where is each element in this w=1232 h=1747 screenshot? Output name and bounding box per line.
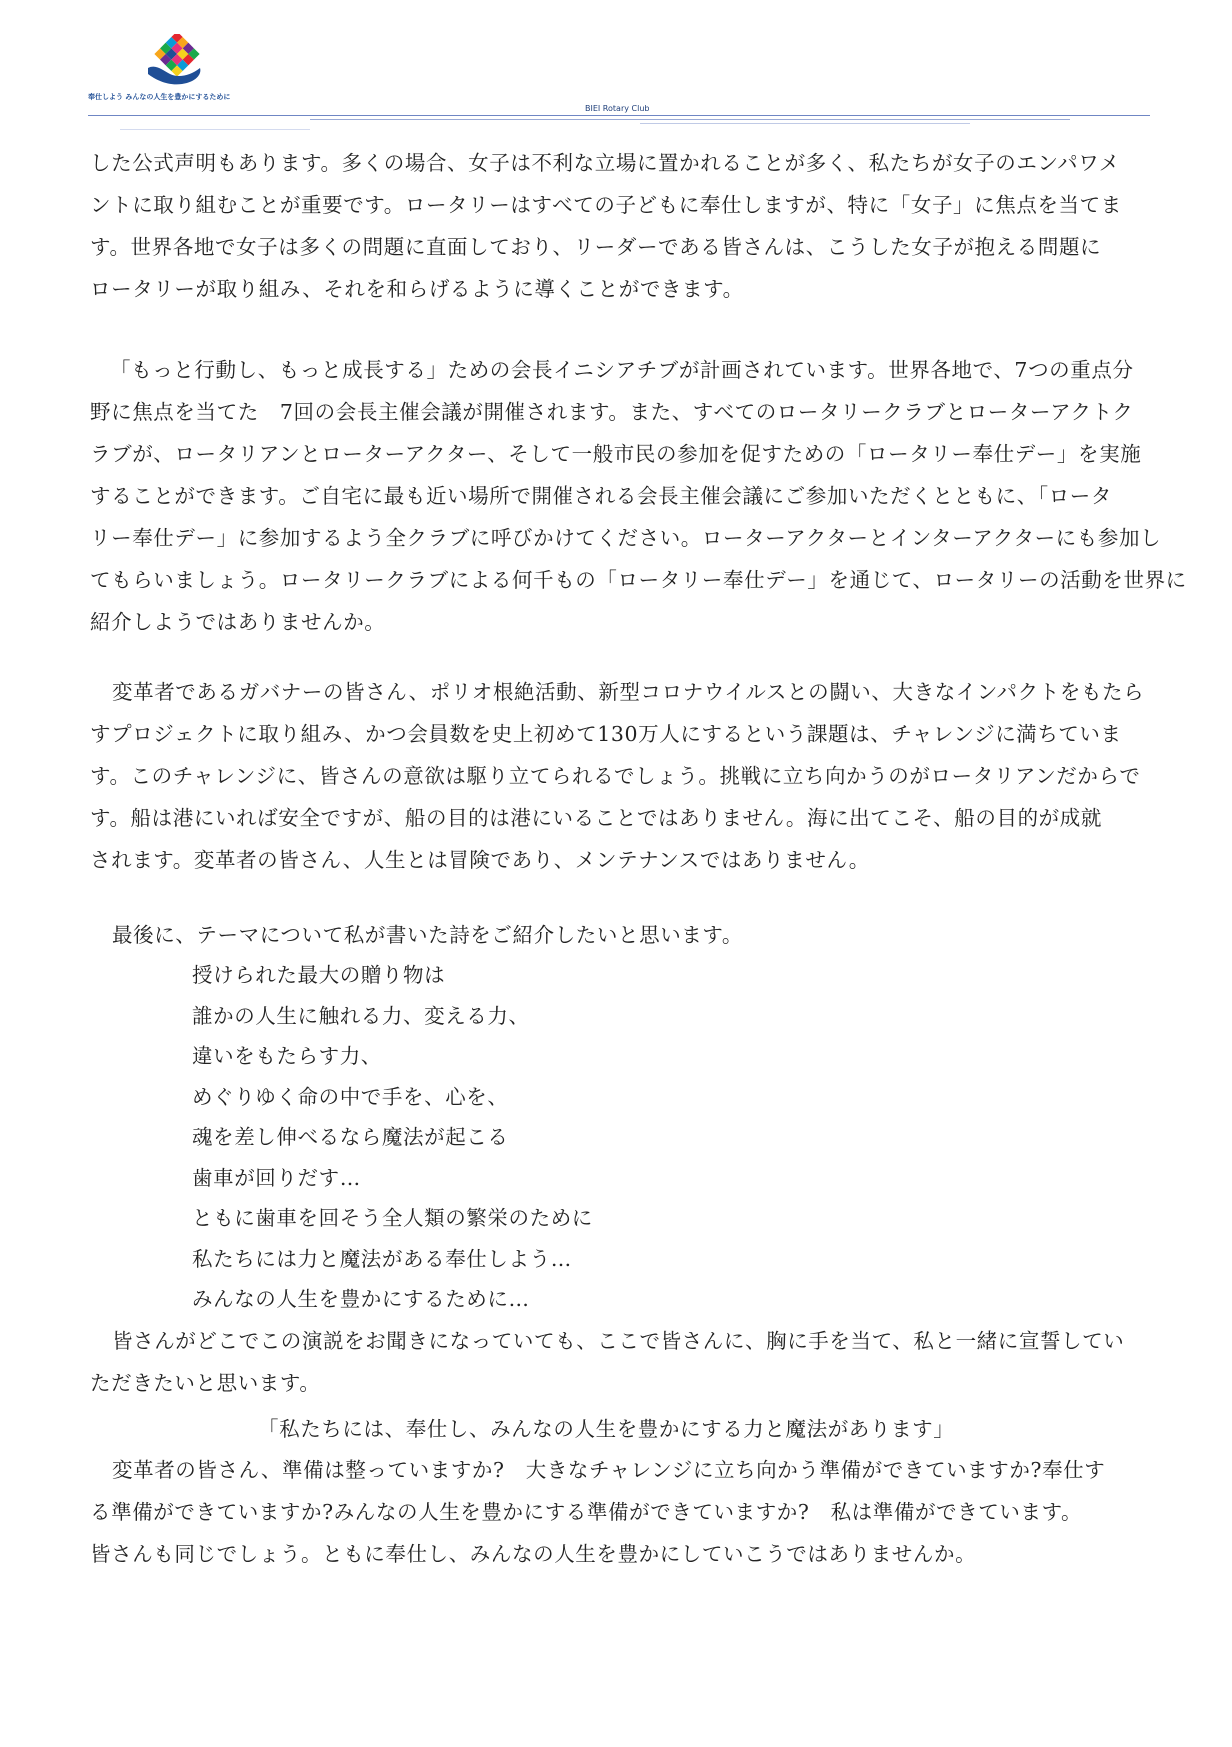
text-line: されます。変革者の皆さん、人生とは冒険であり、メンテナンスではありません。 [90, 848, 870, 872]
poem [192, 955, 593, 1320]
text-line: ラブが、ロータリアンとローターアクター、そして一般市民の参加を促すための「ロータリー奉仕デー」を実施 [90, 442, 1142, 466]
text-line: リー奉仕デー」に参加するよう全クラブに呼びかけてください。ローターアクターとインターアクターにも参加し [90, 526, 1162, 550]
paragraph [90, 671, 1145, 881]
text-line: 「もっと行動し、もっと成長する」ための会長イニシアチブが計画されています。世界各地で、7つの重点分 [110, 358, 1134, 382]
text-line: る準備ができていますか?みんなの人生を豊かにする準備ができていますか? 私は準備ができています。 [90, 1500, 1083, 1524]
text-line: てもらいましょう。ロータリークラブによる何千もの「ロータリー奉仕デー」を通じて、ロータリーの活動を世界に [90, 568, 1187, 592]
header-rule [310, 119, 1070, 120]
text-line: 皆さんも同じでしょう。ともに奉仕し、みんなの人生を豊かにしていこうではありませんか。 [90, 1542, 977, 1566]
header-rule [640, 123, 970, 124]
text-line: 最後に、テーマについて私が書いた詩をご紹介したいと思います。 [112, 923, 743, 947]
rotary-hand-cube-icon [146, 34, 204, 86]
text-line: ントに取り組むことが重要です。ロータリーはすべての子どもに奉仕しますが、特に「女子」に焦点を当てま [90, 193, 1122, 217]
text-line: 変革者であるガバナーの皆さん、ポリオ根絶活動、新型コロナウイルスとの闘い、大きなインパクトをもたら [112, 680, 1145, 704]
text-line: す。このチャレンジに、皆さんの意欲は駆り立てられるでしょう。挑戦に立ち向かうのがロータリアンだからで [90, 764, 1141, 788]
logo-caption: 奉仕しよう みんなの人生を豊かにするために [88, 93, 231, 101]
text-line: 皆さんがどこでこの演説をお聞きになっていても、ここで皆さんに、胸に手を当て、私と一緒に宣誓してい [112, 1329, 1125, 1353]
poem-line: 授けられた最大の贈り物は [192, 963, 446, 987]
text-line: す。船は港にいれば安全ですが、船の目的は港にいることではありません。海に出てこそ、船の目的が成就 [90, 806, 1102, 830]
header-title: BIEI Rotary Club [585, 104, 650, 113]
text-line: ただきたいと思います。 [90, 1371, 321, 1395]
header-rule [88, 115, 1150, 116]
poem-line: 私たちには力と魔法がある奉仕しよう… [192, 1246, 572, 1271]
poem-line: ともに歯車を回そう全人類の繁栄のために [192, 1206, 593, 1230]
text-line: 変革者の皆さん、準備は整っていますか? 大きなチャレンジに立ち向かう準備ができていますか?奉仕す [112, 1458, 1106, 1482]
poem-line: 歯車が回りだす… [192, 1165, 361, 1190]
poem-line: 魂を差し伸べるなら魔法が起こる [192, 1125, 509, 1149]
text-line: すプロジェクトに取り組み、かつ会員数を史上初めて130万人にするという課題は、チャレンジに満ちていま [90, 722, 1122, 746]
header-rule [120, 129, 310, 130]
text-line: す。世界各地で女子は多くの問題に直面しており、リーダーである皆さんは、こうした女子が抱える問題に [90, 235, 1102, 259]
text-line: 紹介しようではありませんか。 [90, 610, 386, 634]
paragraph [90, 142, 1122, 310]
paragraph [90, 349, 1187, 643]
poem-line: 誰かの人生に触れる力、変える力、 [192, 1003, 530, 1028]
paragraph [90, 1449, 1106, 1575]
paragraph [90, 1320, 1125, 1404]
paragraph [90, 914, 1095, 956]
text-line: ロータリーが取り組み、それを和らげるように導くことができます。 [90, 277, 744, 301]
pledge: 「私たちには、奉仕し、みんなの人生を豊かにする力と魔法があります」 [258, 1417, 955, 1441]
poem-line: みんなの人生を豊かにするために… [192, 1287, 530, 1311]
text-line: 野に焦点を当てた 7回の会長主催会議が開催されます。また、すべてのロータリークラブとローターアクトク [90, 400, 1134, 424]
text-line: することができます。ご自宅に最も近い場所で開催される会長主催会議にご参加いただくとともに、「ロータ [90, 484, 1113, 508]
text-line: した公式声明もあります。多くの場合、女子は不利な立場に置かれることが多く、私たちが女子のエンパワメ [90, 151, 1120, 175]
poem-line: 違いをもたらす力、 [192, 1044, 382, 1068]
poem-line: めぐりゆく命の中で手を、心を、 [192, 1084, 509, 1109]
